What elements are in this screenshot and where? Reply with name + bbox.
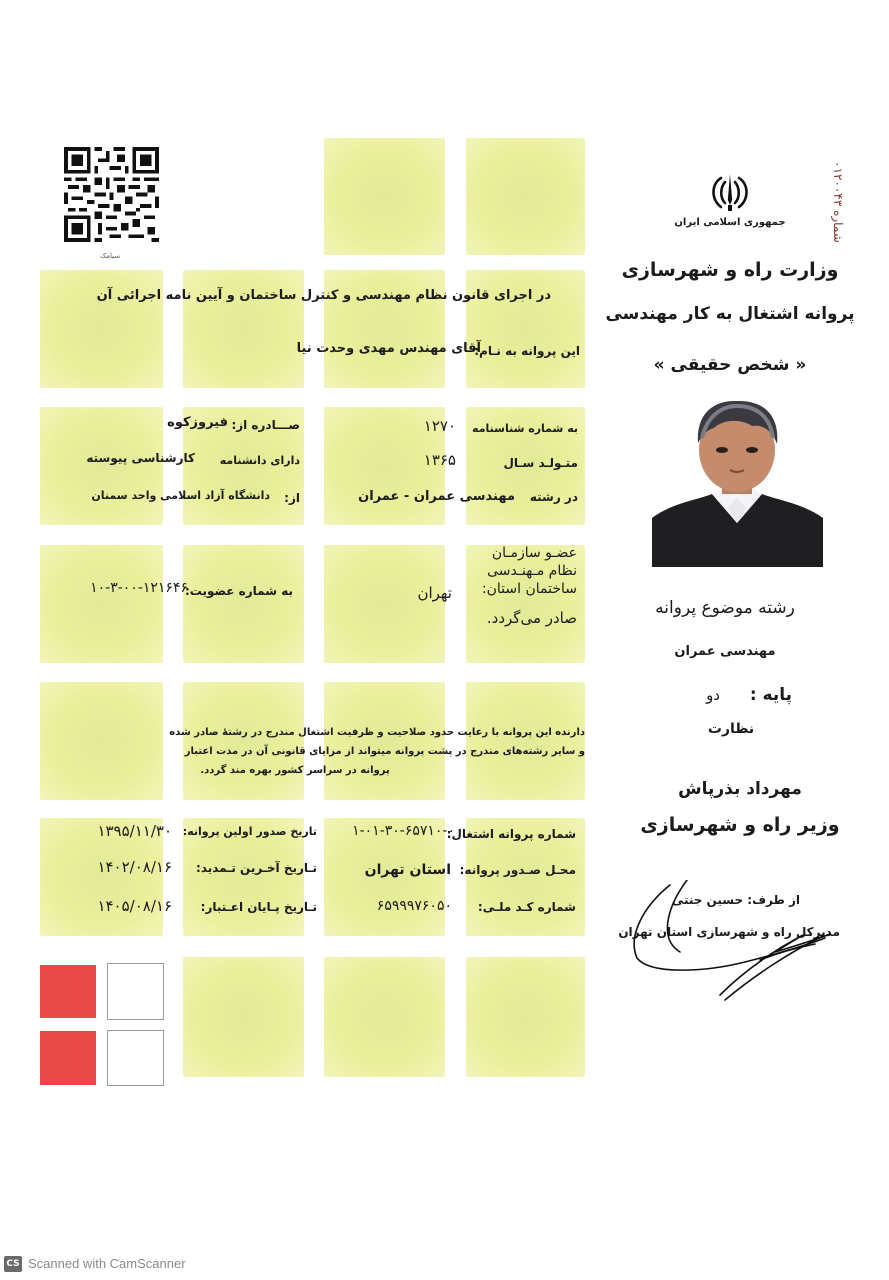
- note-line-2: و سایر رشته‌های مندرج در پشت پروانه میتواند از مزایای قانونی آن در مدت اعتبار: [184, 746, 585, 757]
- holder-label: این پروانه به نـام:: [474, 344, 580, 358]
- national-id-label: شماره کـد ملـی:: [477, 900, 576, 914]
- license-no-label: شماره پروانه اشتغال:: [446, 827, 576, 841]
- scanner-watermark: Scanned with CamScanner: [28, 1256, 186, 1271]
- id-number-label: به شماره شناسنامه: [472, 422, 578, 435]
- holder-photo: [652, 398, 823, 567]
- bg-tile: [324, 682, 445, 800]
- expiry-label: تـاریخ پـایان اعـتبار:: [200, 900, 317, 914]
- license-title: پروانه اشتغال به کار مهندسی: [605, 304, 855, 324]
- bg-tile: [40, 545, 163, 663]
- camscanner-badge: CS: [4, 1256, 22, 1272]
- bg-tile: [324, 957, 445, 1077]
- first-issue-label: تاریخ صدور اولین پروانه:: [182, 825, 317, 838]
- bg-tile: [324, 138, 445, 255]
- university-label: از:: [284, 491, 300, 505]
- grade-label: پایه :: [749, 685, 792, 705]
- qr-code-icon: [63, 147, 160, 242]
- red-square: [40, 965, 96, 1018]
- member-line-3: ساختمان استان:: [481, 581, 577, 597]
- note-line-1: دارنده این پروانه با رعایت حدود صلاحیت و ظرفیت اشتغال مندرج در رشتهٔ صادر شده: [169, 727, 585, 738]
- bg-tile: [40, 682, 163, 800]
- bg-tile: [466, 138, 585, 255]
- bg-tile: [183, 957, 304, 1077]
- degree: کارشناسی پیوسته: [86, 451, 195, 465]
- signature-icon: [625, 880, 840, 1005]
- minister-title: وزیر راه و شهرسازی: [640, 814, 840, 836]
- last-renewal-date: ۱۴۰۲/۰۸/۱۶: [97, 858, 172, 876]
- iran-emblem-icon: [707, 172, 753, 214]
- from-label: از طرف: حسین جنتی: [671, 893, 800, 907]
- bg-tile: [183, 545, 304, 663]
- university: دانشگاه آزاد اسلامی واحد سمنان: [91, 489, 270, 502]
- person-type: « شخص حقیقی »: [653, 355, 807, 375]
- membership-label: به شماره عضویت:: [184, 584, 293, 598]
- degree-label: دارای دانشنامه: [219, 454, 300, 467]
- bg-tile: [466, 682, 585, 800]
- note-line-3: پروانه در سراسر کشور بهره مند گردد.: [200, 765, 390, 776]
- field-label: در رشته: [529, 490, 578, 504]
- red-square: [40, 1031, 96, 1085]
- subject-field: مهندسی عمران: [674, 644, 776, 659]
- last-renewal-label: تـاریخ آخـرین تـمدید:: [196, 861, 317, 875]
- subject-title: رشته موضوع پروانه: [655, 598, 795, 618]
- member-line-2: نظام مـهنـدسی: [487, 563, 577, 579]
- expiry-date: ۱۴۰۵/۰۸/۱۶: [97, 897, 172, 915]
- issue-place: استان تهران: [364, 862, 451, 878]
- bg-tile: [324, 545, 445, 663]
- bg-tile: [183, 682, 304, 800]
- issued-from-label: صـــادره از:: [231, 418, 300, 432]
- national-id: ۶۵۹۹۹۷۶۰۵۰: [376, 898, 452, 914]
- serial-number: شماره ۰۱۲۰۰۴۳: [831, 161, 845, 243]
- bg-tile: [466, 957, 585, 1077]
- from-title: مدیرکل راه و شهرسازی استان تهران: [618, 925, 840, 939]
- minister-name: مهرداد بذرپاش: [678, 779, 802, 799]
- birth-year: ۱۳۶۵: [423, 451, 456, 469]
- issue-place-label: محـل صـدور پروانه:: [459, 863, 576, 877]
- birth-year-label: متـولـد سـال: [503, 456, 578, 470]
- white-square: [107, 1030, 164, 1086]
- id-number: ۱۲۷۰: [423, 417, 456, 435]
- qr-caption: سیامک: [99, 252, 121, 260]
- member-province: تهران: [417, 584, 452, 602]
- intro-text: در اجرای قانون نظام مهندسی و کنترل ساختمان و آیین نامه اجرائی آن: [96, 288, 551, 303]
- white-square: [107, 963, 164, 1020]
- membership-number: ۱۰-۳-۰۰-۱۲۱۶۴۶: [90, 580, 188, 596]
- issued-phrase: صادر می‌گردد.: [486, 609, 577, 627]
- first-issue-date: ۱۳۹۵/۱۱/۳۰: [97, 822, 172, 840]
- country-name: جمهوری اسلامی ایران: [674, 217, 786, 228]
- holder-name: آقای مهندس مهدی وحدت نیا: [296, 341, 481, 356]
- issued-from: فیروزکوه: [167, 415, 228, 430]
- member-line-1: عضـو سازمـان: [491, 545, 577, 561]
- ministry-title: وزارت راه و شهرسازی: [621, 259, 839, 281]
- field: مهندسی عمران - عمران: [358, 489, 515, 504]
- competency: نظارت: [707, 721, 755, 737]
- grade: دو: [706, 686, 720, 704]
- license-no: ۱-۰۱-۳۰-۶۵۷۱۰-۰: [352, 823, 455, 839]
